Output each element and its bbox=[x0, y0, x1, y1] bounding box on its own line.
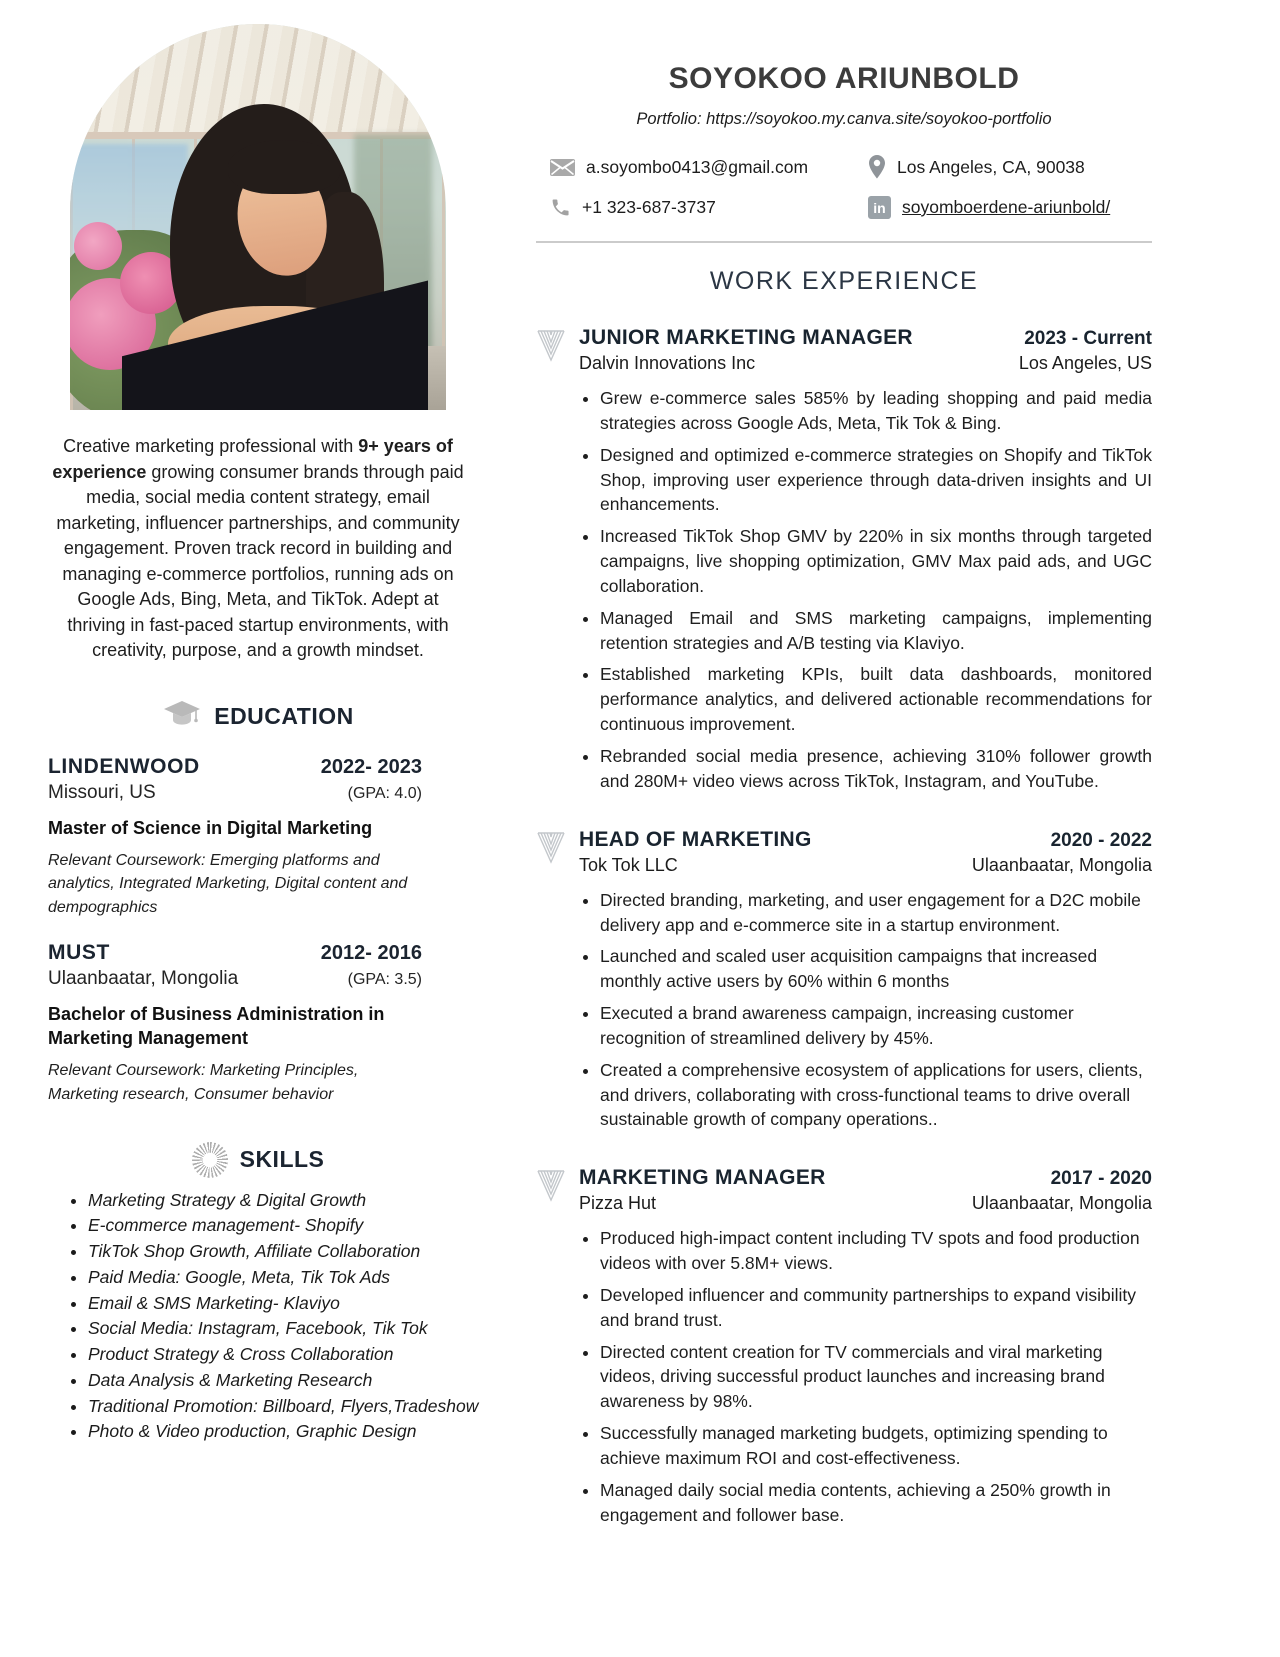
education-entry bbox=[48, 941, 468, 1106]
skill-item: • Data Analysis & Marketing Research bbox=[88, 1368, 468, 1394]
location-text: Los Angeles, CA, 90038 bbox=[897, 156, 1085, 177]
job-bullet: • Directed content creation for TV commercials and viral marketing videos, driving successful product launches and increasing brand awareness by 98%. bbox=[600, 1340, 1152, 1415]
envelope-icon bbox=[550, 159, 575, 176]
job-entry bbox=[536, 326, 1152, 794]
contact-location bbox=[868, 155, 1152, 179]
job-dates: 2023 - Current bbox=[1024, 328, 1152, 349]
job-title: JUNIOR MARKETING MANAGER bbox=[579, 326, 913, 349]
job-bullet: • Increased TikTok Shop GMV by 220% in six months through targeted campaigns, live shopping optimization, GMV Max paid ads, and UGC collaboration. bbox=[600, 524, 1152, 599]
contact-email bbox=[550, 155, 868, 179]
job-bullet: • Managed Email and SMS marketing campaigns, implementing retention strategies and A/B testing via Klaviyo. bbox=[600, 606, 1152, 656]
job-bullet: • Directed branding, marketing, and user engagement for a D2C mobile delivery app and e-commerce site in a startup environment. bbox=[600, 888, 1152, 938]
job-company: Tok Tok LLC bbox=[579, 854, 678, 875]
sunburst-icon bbox=[192, 1142, 228, 1178]
nested-triangle-logo-icon bbox=[536, 329, 566, 368]
skill-item: • Social Media: Instagram, Facebook, Tik Tok bbox=[88, 1316, 468, 1342]
job-location: Ulaanbaatar, Mongolia bbox=[971, 854, 1152, 875]
work-experience-title: WORK EXPERIENCE bbox=[709, 267, 979, 295]
profile-summary bbox=[50, 434, 466, 664]
job-bullet-list bbox=[579, 888, 1152, 1133]
skill-item: • Paid Media: Google, Meta, Tik Tok Ads bbox=[88, 1265, 468, 1291]
skills-title: SKILLS bbox=[239, 1146, 325, 1173]
email-text: a.soyombo0413@gmail.com bbox=[586, 156, 809, 177]
job-bullet: • Successfully managed marketing budgets, optimizing spending to achieve maximum ROI and cost-effectiveness. bbox=[600, 1421, 1152, 1471]
job-dates: 2017 - 2020 bbox=[1050, 1168, 1152, 1190]
profile-photo bbox=[70, 24, 446, 410]
job-bullet: • Produced high-impact content including TV spots and food production videos with over 5.8M+ views. bbox=[600, 1226, 1152, 1276]
job-bullet: • Designed and optimized e-commerce strategies on Shopify and TikTok Shop, improving user experience through data-driven insights and UI enhancements. bbox=[600, 443, 1152, 518]
skill-item: • Email & SMS Marketing- Klaviyo bbox=[88, 1291, 468, 1317]
contact-block bbox=[550, 155, 1152, 219]
graduation-cap-icon bbox=[162, 700, 202, 733]
job-entry bbox=[536, 1166, 1152, 1527]
education-entry bbox=[48, 755, 468, 919]
job-bullet: • Created a comprehensive ecosystem of applications for users, clients, and drivers, collaborating with cross-functional teams to drive overall sustainable growth of company operations.. bbox=[600, 1058, 1152, 1133]
education-gpa: (GPA: 4.0) bbox=[347, 784, 422, 802]
education-section-header bbox=[48, 700, 468, 733]
job-bullet: • Managed daily social media contents, achieving a 250% growth in engagement and follower base. bbox=[600, 1478, 1152, 1528]
job-dates: 2020 - 2022 bbox=[1050, 829, 1152, 851]
job-entry bbox=[536, 828, 1152, 1133]
job-bullet: • Grew e-commerce sales 585% by leading shopping and paid media strategies across Google Ads, Meta, Tik Tok & Bing. bbox=[600, 386, 1152, 436]
coursework-text: Relevant Coursework: Marketing Principles, Marketing research, Consumer behavior bbox=[48, 1062, 359, 1103]
summary-bold-text: 9+ years of experience bbox=[52, 436, 453, 482]
job-company: Dalvin Innovations Inc bbox=[579, 353, 756, 373]
skill-item: • Product Strategy & Cross Collaboration bbox=[88, 1342, 468, 1368]
linkedin-icon: in bbox=[868, 196, 891, 219]
job-title: MARKETING MANAGER bbox=[579, 1166, 826, 1190]
job-bullet-list bbox=[579, 386, 1152, 794]
location-pin-icon bbox=[868, 155, 886, 179]
skill-item: • Marketing Strategy & Digital Growth bbox=[88, 1188, 468, 1214]
job-bullet: • Developed influencer and community partnerships to expand visibility and brand trust. bbox=[600, 1283, 1152, 1333]
job-location: Ulaanbaatar, Mongolia bbox=[971, 1193, 1152, 1214]
nested-triangle-logo-icon bbox=[536, 831, 566, 870]
summary-text: growing consumer brands through paid media, social media content strategy, email marketing, influencer partnerships, and community engagement. Proven track record in building and managing e-commerce portfolios, running ads on Google Ads, Bing, Meta, and TikTok. Adept at thriving in fast-paced startup environments, with creativity, purpose, and a growth mindset. bbox=[56, 461, 464, 661]
degree-name: Bachelor of Business Administration in Marketing Management bbox=[48, 1003, 385, 1049]
portfolio-link: Portfolio: https://soyokoo.my.canva.site/soyokoo-portfolio bbox=[636, 110, 1052, 128]
job-bullet: • Established marketing KPIs, built data dashboards, monitored performance analytics, and delivered actionable recommendations for continuous improvement. bbox=[600, 662, 1152, 737]
education-gpa: (GPA: 3.5) bbox=[347, 970, 422, 988]
school-name: LINDENWOOD bbox=[48, 754, 200, 778]
right-column bbox=[536, 24, 1152, 1562]
education-dates: 2022- 2023 bbox=[320, 755, 422, 778]
job-bullet-list bbox=[579, 1226, 1152, 1527]
summary-text: Creative marketing professional with bbox=[63, 436, 359, 456]
job-bullet: • Executed a brand awareness campaign, increasing customer recognition of streamlined delivery by 45%. bbox=[600, 1001, 1152, 1051]
degree-name: Master of Science in Digital Marketing bbox=[48, 817, 373, 838]
person-name: SOYOKOO ARIUNBOLD bbox=[668, 62, 1020, 95]
linkedin-text[interactable]: soyomboerdene-ariunbold/ bbox=[902, 197, 1111, 217]
job-bullet: • Rebranded social media presence, achieving 310% follower growth and 280M+ video views across TikTok, Instagram, and YouTube. bbox=[600, 744, 1152, 794]
education-title: EDUCATION bbox=[214, 702, 354, 729]
skills-list bbox=[62, 1188, 479, 1445]
photo-person-hair-fringe bbox=[228, 140, 340, 194]
contact-phone bbox=[550, 196, 868, 219]
skills-section-header bbox=[48, 1142, 468, 1178]
left-column bbox=[48, 24, 479, 1562]
skill-item: • E-commerce management- Shopify bbox=[88, 1213, 468, 1239]
school-name: MUST bbox=[48, 940, 110, 964]
photo-flower bbox=[74, 222, 122, 270]
phone-icon bbox=[550, 197, 571, 218]
job-title: HEAD OF MARKETING bbox=[579, 827, 812, 851]
job-company: Pizza Hut bbox=[579, 1193, 657, 1214]
education-dates: 2012- 2016 bbox=[320, 941, 422, 964]
skill-item: • Traditional Promotion: Billboard, Flyers,Tradeshow bbox=[88, 1394, 468, 1420]
skill-item: • TikTok Shop Growth, Affiliate Collaboration bbox=[88, 1239, 468, 1265]
education-location: Ulaanbaatar, Mongolia bbox=[48, 967, 239, 989]
contact-linkedin[interactable] bbox=[868, 196, 1152, 219]
job-location: Los Angeles, US bbox=[1018, 353, 1152, 373]
education-location: Missouri, US bbox=[48, 781, 156, 803]
job-bullet: • Launched and scaled user acquisition campaigns that increased monthly active users by 60% within 6 months bbox=[600, 944, 1152, 994]
coursework-text: Relevant Coursework: Emerging platforms and analytics, Integrated Marketing, Digital content and dempographics bbox=[48, 852, 408, 916]
section-divider bbox=[536, 241, 1152, 243]
nested-triangle-logo-icon bbox=[536, 1169, 566, 1208]
skill-item: • Photo & Video production, Graphic Design bbox=[88, 1419, 468, 1445]
phone-text: +1 323-687-3737 bbox=[582, 197, 716, 217]
